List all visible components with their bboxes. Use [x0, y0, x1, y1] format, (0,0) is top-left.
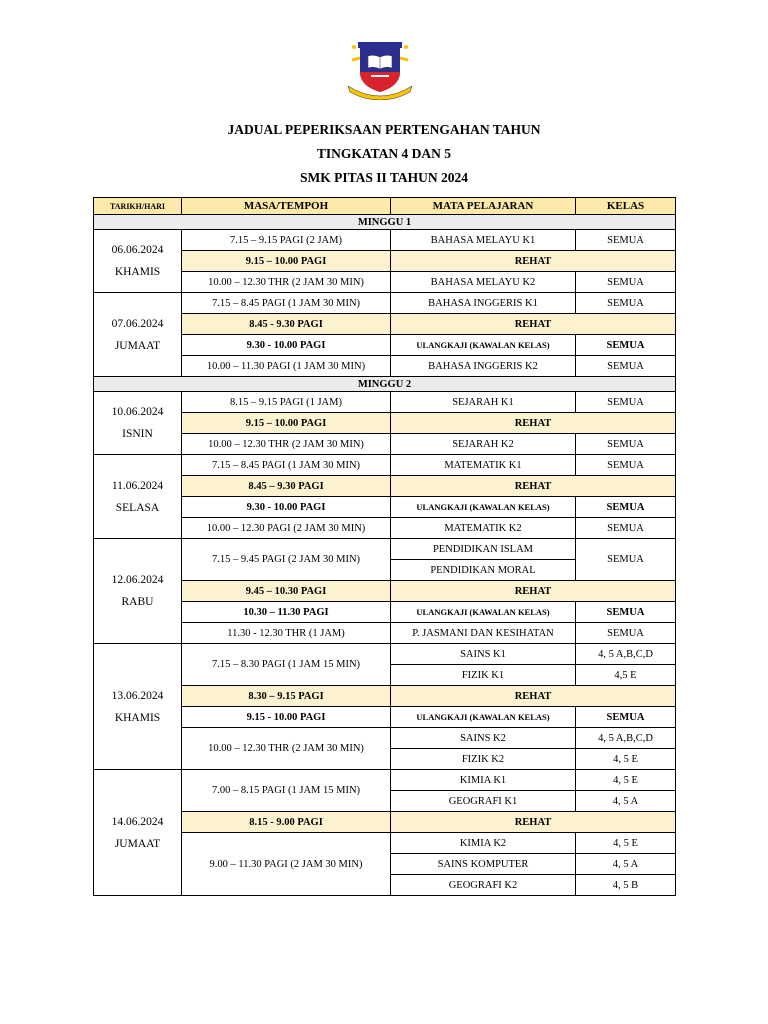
class-cell: SEMUA [576, 230, 676, 251]
table-row [94, 686, 676, 707]
subject-cell: GEOGRAFI K2 [391, 875, 576, 896]
table-row [94, 293, 676, 314]
subject-cell: KIMIA K1 [391, 770, 576, 791]
class-cell: 4, 5 A [576, 791, 676, 812]
table-row [94, 581, 676, 602]
day-text: JUMAAT [114, 339, 161, 352]
subject-cell: PENDIDIKAN MORAL [391, 560, 576, 581]
table-row [94, 413, 676, 434]
time-cell: 7.15 – 8.30 PAGI (1 JAM 15 MIN) [182, 644, 391, 686]
week-row [94, 215, 676, 230]
time-cell: 8.15 – 9.15 PAGI (1 JAM) [182, 392, 391, 413]
class-cell: 4,5 E [576, 665, 676, 686]
date-text: 06.06.2024 [111, 244, 164, 256]
date-cell [94, 455, 182, 539]
date-cell [94, 539, 182, 644]
time-cell: 7.15 – 9.45 PAGI (2 JAM 30 MIN) [182, 539, 391, 581]
table-row [94, 272, 676, 293]
table-row [94, 833, 676, 854]
subject-cell: KIMIA K2 [391, 833, 576, 854]
subject-cell: ULANGKAJI (KAWALAN KELAS) [391, 707, 576, 728]
time-cell: 10.00 – 12.30 THR (2 JAM 30 MIN) [182, 272, 391, 293]
time-cell: 9.15 - 10.00 PAGI [182, 707, 391, 728]
day-text: RABU [121, 596, 154, 608]
class-cell: 4, 5 A [576, 854, 676, 875]
time-cell: 7.15 – 9.15 PAGI (2 JAM) [182, 230, 391, 251]
date-cell [94, 644, 182, 770]
time-cell: 8.30 – 9.15 PAGI [182, 686, 391, 707]
column-header-subject: MATA PELAJARAN [391, 198, 576, 215]
subject-cell: BAHASA INGGERIS K2 [391, 356, 576, 377]
column-header-class: KELAS [576, 198, 676, 215]
class-cell: SEMUA [576, 455, 676, 476]
time-cell: 10.00 – 12.30 THR (2 JAM 30 MIN) [182, 728, 391, 770]
table-row [94, 539, 676, 560]
title-line: TINGKATAN 4 DAN 5 [316, 146, 452, 161]
subject-cell: ULANGKAJI (KAWALAN KELAS) [391, 602, 576, 623]
date-text: 11.06.2024 [111, 479, 164, 492]
subject-cell: FIZIK K1 [391, 665, 576, 686]
subject-cell: ULANGKAJI (KAWALAN KELAS) [391, 335, 576, 356]
break-cell: REHAT [391, 251, 676, 272]
time-cell: 10.30 – 11.30 PAGI [182, 602, 391, 623]
subject-cell: SAINS KOMPUTER [391, 854, 576, 875]
table-row [94, 644, 676, 665]
table-row [94, 314, 676, 335]
day-text: KHAMIS [114, 711, 161, 724]
table-row [94, 476, 676, 497]
time-cell: 10.00 – 12.30 THR (2 JAM 30 MIN) [182, 434, 391, 455]
day-text: KHAMIS [114, 266, 161, 278]
table-header-row [94, 198, 676, 215]
time-cell: 8.45 - 9.30 PAGI [182, 314, 391, 335]
class-cell: SEMUA [576, 623, 676, 644]
class-cell: SEMUA [576, 539, 676, 581]
exam-schedule-table [93, 197, 676, 896]
date-text: 10.06.2024 [111, 406, 164, 418]
class-cell: 4, 5 B [576, 875, 676, 896]
day-text: SELASA [115, 501, 160, 514]
subject-cell: MATEMATIK K1 [391, 455, 576, 476]
time-cell: 8.15 - 9.00 PAGI [182, 812, 391, 833]
date-text: 12.06.2024 [111, 574, 164, 586]
table-row [94, 356, 676, 377]
day-text: JUMAAT [114, 837, 161, 850]
table-row [94, 251, 676, 272]
subject-cell: FIZIK K2 [391, 749, 576, 770]
subject-cell: BAHASA INGGERIS K1 [391, 293, 576, 314]
time-cell: 9.30 - 10.00 PAGI [182, 497, 391, 518]
class-cell: SEMUA [576, 497, 676, 518]
subject-cell: SEJARAH K1 [391, 392, 576, 413]
table-row [94, 623, 676, 644]
date-cell [94, 770, 182, 896]
subject-cell: SAINS K1 [391, 644, 576, 665]
subject-cell: ULANGKAJI (KAWALAN KELAS) [391, 497, 576, 518]
title-line: JADUAL PEPERIKSAAN PERTENGAHAN TAHUN [227, 122, 541, 137]
class-cell: SEMUA [576, 392, 676, 413]
subject-cell: MATEMATIK K2 [391, 518, 576, 539]
time-cell: 10.00 – 11.30 PAGI (1 JAM 30 MIN) [182, 356, 391, 377]
class-cell: 4, 5 A,B,C,D [576, 728, 676, 749]
table-row [94, 812, 676, 833]
class-cell: SEMUA [576, 335, 676, 356]
table-row [94, 497, 676, 518]
title-line: SMK PITAS II TAHUN 2024 [299, 170, 469, 185]
time-cell: 11.30 - 12.30 THR (1 JAM) [182, 623, 391, 644]
subject-cell: P. JASMANI DAN KESIHATAN [391, 623, 576, 644]
class-cell: SEMUA [576, 602, 676, 623]
time-cell: 7.15 – 8.45 PAGI (1 JAM 30 MIN) [182, 455, 391, 476]
date-cell [94, 230, 182, 293]
subject-cell: BAHASA MELAYU K1 [391, 230, 576, 251]
class-cell: 4, 5 E [576, 833, 676, 854]
date-cell [94, 293, 182, 377]
class-cell: SEMUA [576, 356, 676, 377]
class-cell: SEMUA [576, 293, 676, 314]
date-text: 14.06.2024 [111, 815, 164, 828]
class-cell: 4, 5 E [576, 749, 676, 770]
date-cell [94, 392, 182, 455]
week-label: MINGGU 1 [94, 215, 676, 230]
table-row [94, 602, 676, 623]
table-row [94, 434, 676, 455]
table-row [94, 728, 676, 749]
break-cell: REHAT [391, 476, 676, 497]
class-cell: SEMUA [576, 707, 676, 728]
date-text: 07.06.2024 [111, 317, 164, 330]
class-cell: SEMUA [576, 272, 676, 293]
class-cell: SEMUA [576, 518, 676, 539]
time-cell: 9.00 – 11.30 PAGI (2 JAM 30 MIN) [182, 833, 391, 896]
class-cell: 4, 5 E [576, 770, 676, 791]
table-row [94, 335, 676, 356]
break-cell: REHAT [391, 812, 676, 833]
table-row [94, 518, 676, 539]
day-text: ISNIN [122, 428, 153, 440]
break-cell: REHAT [391, 581, 676, 602]
document-title-block [0, 118, 768, 190]
class-cell: 4, 5 A,B,C,D [576, 644, 676, 665]
time-cell: 9.15 – 10.00 PAGI [182, 413, 391, 434]
subject-cell: SEJARAH K2 [391, 434, 576, 455]
table-row [94, 392, 676, 413]
table-row [94, 707, 676, 728]
school-crest-logo [344, 38, 416, 100]
subject-cell: BAHASA MELAYU K2 [391, 272, 576, 293]
table-row [94, 770, 676, 791]
subject-cell: SAINS K2 [391, 728, 576, 749]
date-text: 13.06.2024 [111, 689, 164, 702]
week-label: MINGGU 2 [94, 377, 676, 392]
week-row [94, 377, 676, 392]
time-cell: 9.30 - 10.00 PAGI [182, 335, 391, 356]
table-row [94, 455, 676, 476]
subject-cell: PENDIDIKAN ISLAM [391, 539, 576, 560]
break-cell: REHAT [391, 686, 676, 707]
time-cell: 8.45 – 9.30 PAGI [182, 476, 391, 497]
time-cell: 7.15 – 8.45 PAGI (1 JAM 30 MIN) [182, 293, 391, 314]
break-cell: REHAT [391, 314, 676, 335]
subject-cell: GEOGRAFI K1 [391, 791, 576, 812]
time-cell: 9.45 – 10.30 PAGI [182, 581, 391, 602]
time-cell: 10.00 – 12.30 PAGI (2 JAM 30 MIN) [182, 518, 391, 539]
class-cell: SEMUA [576, 434, 676, 455]
time-cell: 7.00 – 8.15 PAGI (1 JAM 15 MIN) [182, 770, 391, 812]
break-cell: REHAT [391, 413, 676, 434]
column-header-time: MASA/TEMPOH [182, 198, 391, 215]
time-cell: 9.15 – 10.00 PAGI [182, 251, 391, 272]
table-row [94, 230, 676, 251]
column-header-date: TARIKH/HARI [94, 198, 182, 215]
